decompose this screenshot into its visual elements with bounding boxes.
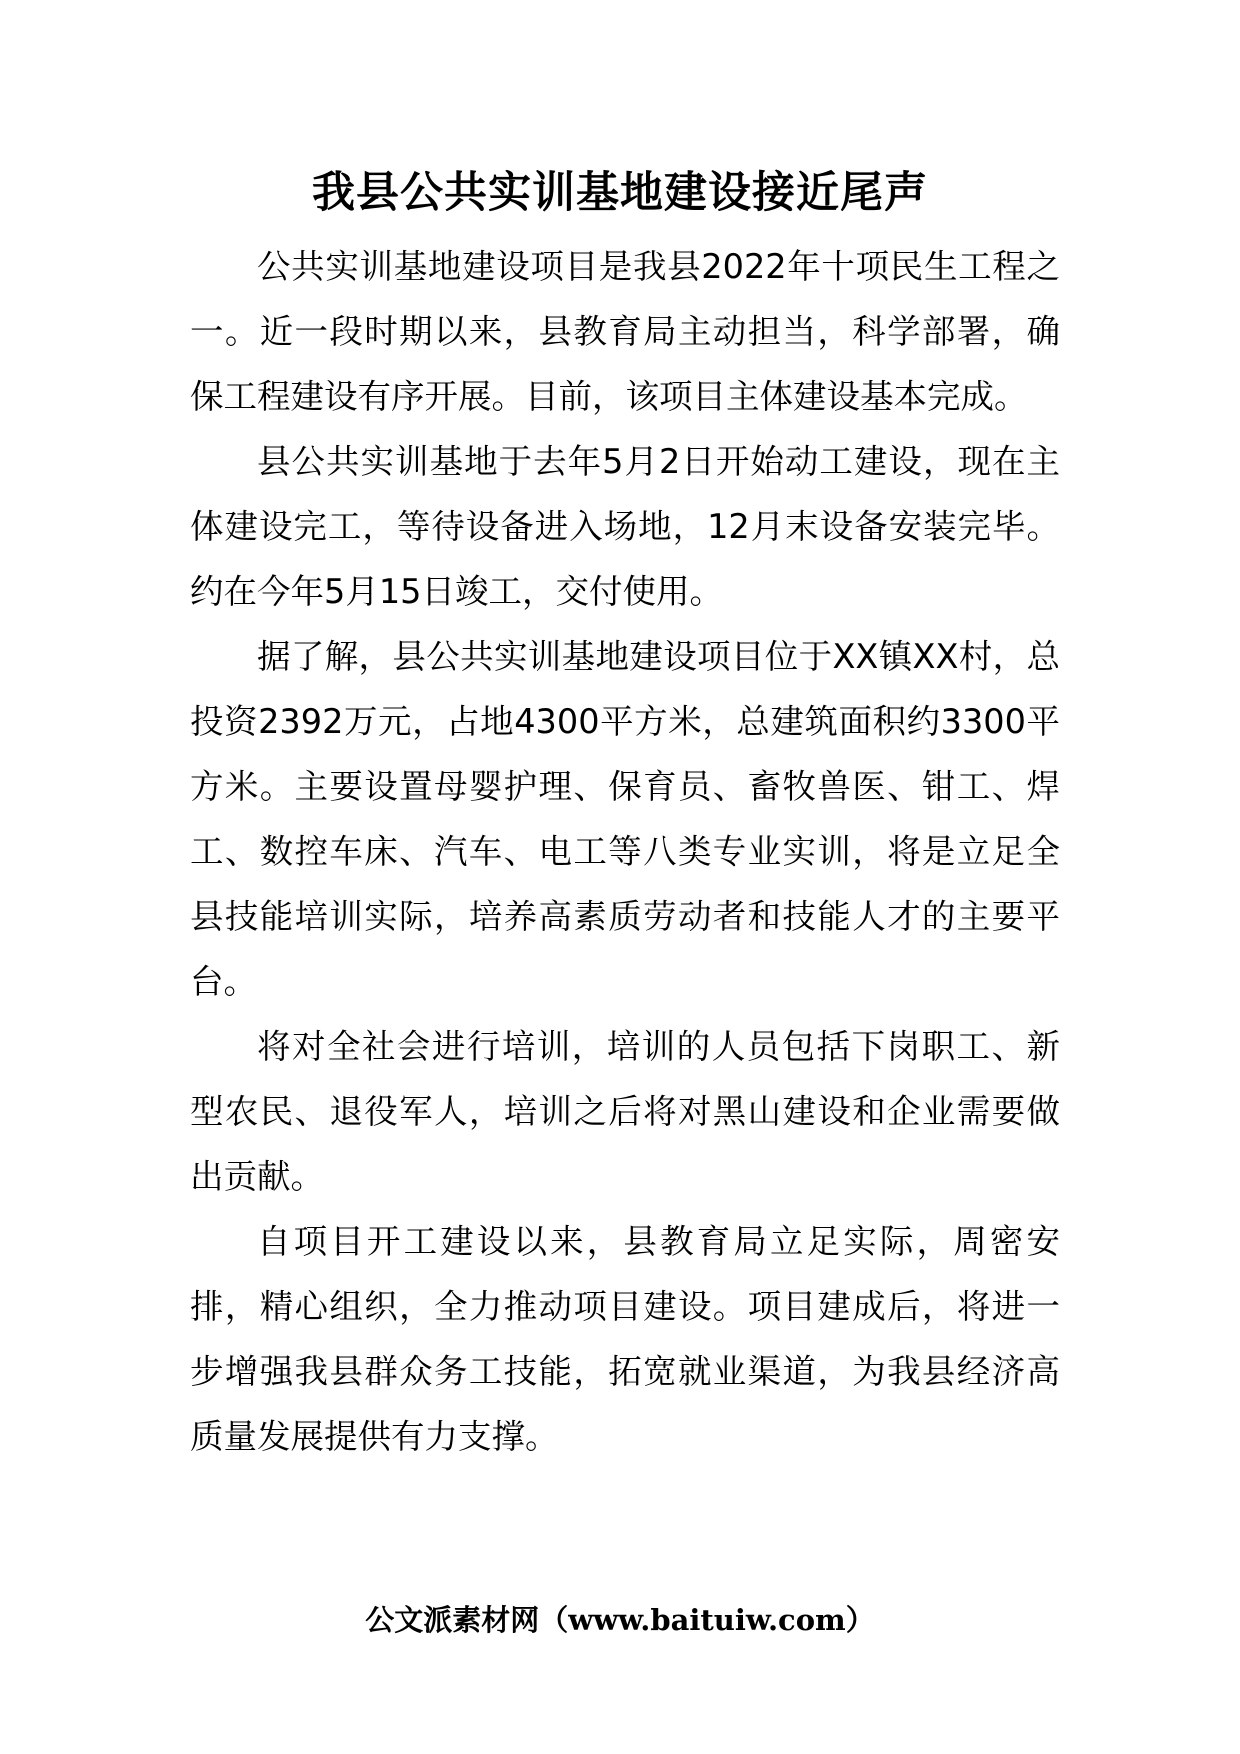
paragraph-3: 据了解，县公共实训基地建设项目位于XX镇XX村，总投资2392万元，占地4300平方米，总建筑面积约3300平方米。主要设置母婴护理、保育员、畜牧兽医、钳工、焊工、数控车床、汽车、电工等八类专业实训，将是立足全县技能培训实际，培养高素质劳动者和技能人才的主要平台。: [190, 637, 1060, 1001]
paragraph-2: 县公共实训基地于去年5月2日开始动工建设，现在主体建设完工，等待设备进入场地，12月末设备安装完毕。约在今年5月15日竣工，交付使用。: [190, 442, 1060, 611]
source-footer: 公文派素材网（www.baituiw.com）: [365, 1603, 875, 1637]
paragraph-4: 将对全社会进行培训，培训的人员包括下岗职工、新型农民、退役军人，培训之后将对黑山建设和企业需要做出贡献。: [190, 1027, 1060, 1196]
document-body: [190, 234, 1060, 1469]
document-title: 我县公共实训基地建设接近尾声: [312, 168, 928, 218]
paragraph-5: 自项目开工建设以来，县教育局立足实际，周密安排，精心组织，全力推动项目建设。项目建成后，将进一步增强我县群众务工技能，拓宽就业渠道，为我县经济高质量发展提供有力支撑。: [190, 1222, 1060, 1456]
paragraph-1: 公共实训基地建设项目是我县2022年十项民生工程之一。近一段时期以来，县教育局主动担当，科学部署，确保工程建设有序开展。目前，该项目主体建设基本完成。: [190, 247, 1060, 416]
